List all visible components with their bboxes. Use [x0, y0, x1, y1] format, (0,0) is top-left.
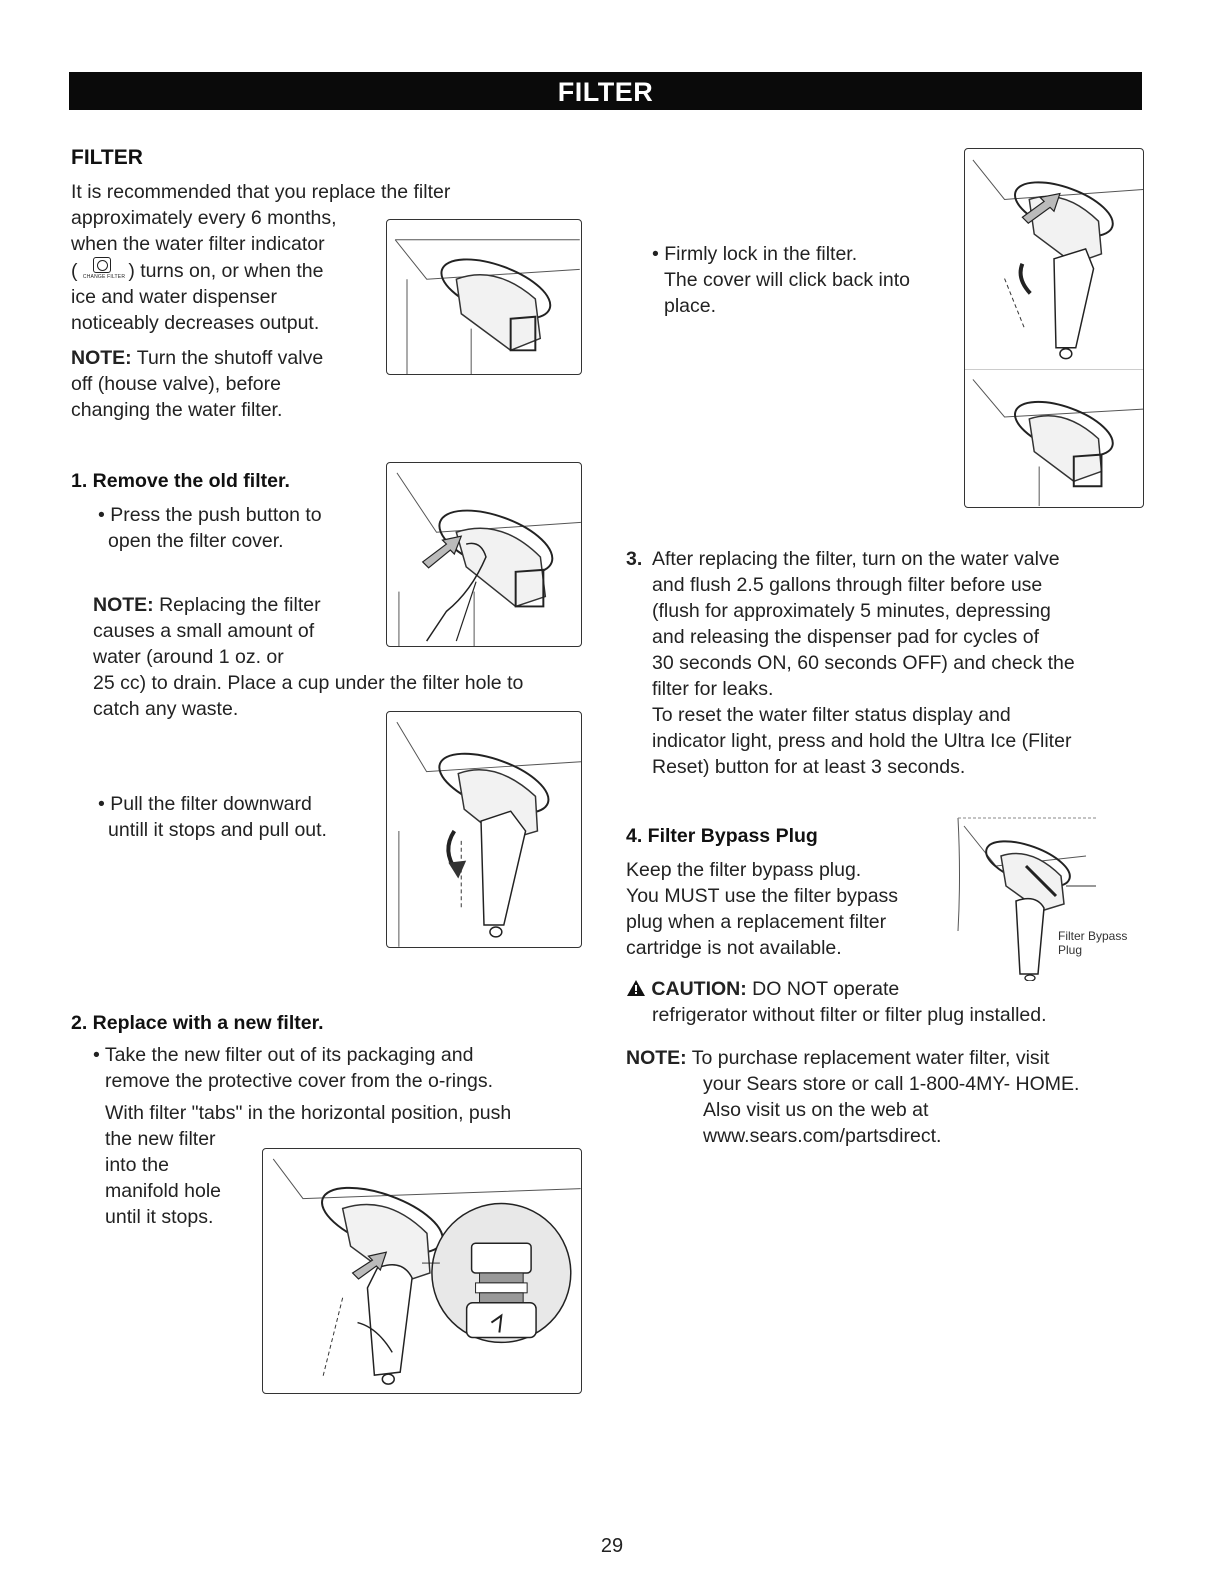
callout-line: Filter Bypass	[1058, 929, 1128, 943]
intro-line: noticeably decreases output.	[71, 312, 320, 334]
step-line: and releasing the dispenser pad for cycles of	[652, 626, 1039, 648]
icon-caption: CHANGE FILTER	[82, 274, 126, 280]
step-line: 30 seconds ON, 60 seconds OFF) and check the	[652, 652, 1075, 674]
note-label: NOTE:	[93, 594, 154, 616]
bullet-line: • Firmly lock in the filter.	[652, 243, 858, 265]
caution-label: CAUTION:	[651, 978, 747, 1000]
note-text: causes a small amount of	[93, 620, 315, 642]
intro-line: ice and water dispenser	[71, 286, 277, 308]
step-3-text	[652, 546, 1075, 780]
note-text: To purchase replacement water filter, visit	[691, 1047, 1050, 1069]
page-number: 29	[600, 1535, 624, 1557]
note-text: water (around 1 oz. or	[93, 646, 284, 668]
bullet-line: remove the protective cover from the o-rings.	[105, 1070, 493, 1092]
change-filter-icon	[82, 257, 126, 280]
note-text: Replacing the filter	[159, 594, 321, 616]
page-title: FILTER	[71, 146, 143, 169]
step-line: To reset the water filter status display and	[652, 704, 1011, 726]
lock-instruction	[652, 241, 910, 319]
step-line: indicator light, press and hold the Ultra Ice (Fliter	[652, 730, 1072, 752]
step-number: 3.	[626, 548, 643, 570]
paragraph-line: manifold hole	[105, 1180, 221, 1202]
intro-line: when the water filter indicator	[71, 233, 325, 255]
filter-housing-illustration	[386, 219, 582, 375]
step-2-title: 2. Replace with a new filter.	[71, 1012, 324, 1034]
insert-filter-illustration	[262, 1148, 582, 1394]
step-4-title: 4. Filter Bypass Plug	[626, 825, 818, 847]
note-text: www.sears.com/partsdirect.	[703, 1125, 942, 1147]
note-text: Also visit us on the web at	[703, 1099, 929, 1121]
indicator-after: ) turns on, or when the	[128, 260, 324, 282]
step-4-text	[626, 857, 898, 961]
note-label: NOTE:	[626, 1047, 687, 1069]
bullet-line: place.	[664, 295, 717, 317]
section-banner: FILTER	[69, 72, 1142, 110]
warning-triangle-icon	[626, 978, 646, 996]
step-line: You MUST use the filter bypass	[626, 885, 899, 907]
note-label: NOTE:	[71, 347, 132, 369]
intro-line: approximately every 6 months,	[71, 207, 337, 229]
step-1-bullet-1	[98, 502, 322, 554]
note-text: your Sears store or call 1-800-4MY- HOME.	[703, 1073, 1080, 1095]
caution-block	[626, 976, 1047, 1028]
paragraph-line: into the	[105, 1154, 169, 1176]
step-3-number	[626, 546, 642, 572]
note-text: 25 cc) to drain. Place a cup under the filter hole to	[93, 672, 524, 694]
bullet-line: • Press the push button to	[98, 504, 322, 526]
caution-text: DO NOT operate	[752, 978, 900, 1000]
step-line: plug when a replacement filter	[626, 911, 887, 933]
paren-open: (	[71, 260, 78, 282]
step-1-title: 1. Remove the old filter.	[71, 470, 290, 492]
step-line: (flush for approximately 5 minutes, depressing	[652, 600, 1051, 622]
bypass-plug-callout	[1058, 929, 1127, 957]
pull-filter-illustration	[386, 711, 582, 948]
note-text: changing the water filter.	[71, 399, 283, 421]
intro-line: It is recommended that you replace the filter	[71, 181, 451, 203]
step-line: and flush 2.5 gallons through filter before use	[652, 574, 1043, 596]
bullet-line: • Take the new filter out of its packaging and	[93, 1044, 474, 1066]
paragraph-line: the new filter	[105, 1128, 216, 1150]
purchase-note	[626, 1045, 1079, 1149]
press-button-illustration	[386, 462, 582, 647]
step-1-bullet-2	[98, 791, 327, 843]
step-line: Keep the filter bypass plug.	[626, 859, 862, 881]
bullet-line: • Pull the filter downward	[98, 793, 312, 815]
bullet-line: open the filter cover.	[108, 530, 284, 552]
step-line: filter for leaks.	[652, 678, 774, 700]
paragraph-line: With filter "tabs" in the horizontal position, push	[105, 1102, 512, 1124]
step-2-bullet-1	[93, 1042, 493, 1094]
step-line: After replacing the filter, turn on the water valve	[652, 548, 1060, 570]
caution-text: refrigerator without filter or filter plug installed.	[652, 1004, 1047, 1026]
bullet-line: untill it stops and pull out.	[108, 819, 327, 841]
bullet-line: The cover will click back into	[664, 269, 910, 291]
note-text: catch any waste.	[93, 698, 239, 720]
callout-line: Plug	[1058, 943, 1083, 957]
note-text: Turn the shutoff valve	[136, 347, 324, 369]
shutoff-note	[71, 345, 323, 423]
step-line: Reset) button for at least 3 seconds.	[652, 756, 966, 778]
paragraph-line: until it stops.	[105, 1206, 214, 1228]
lock-filter-illustration	[964, 148, 1144, 508]
note-text: off (house valve), before	[71, 373, 281, 395]
step-line: cartridge is not available.	[626, 937, 842, 959]
